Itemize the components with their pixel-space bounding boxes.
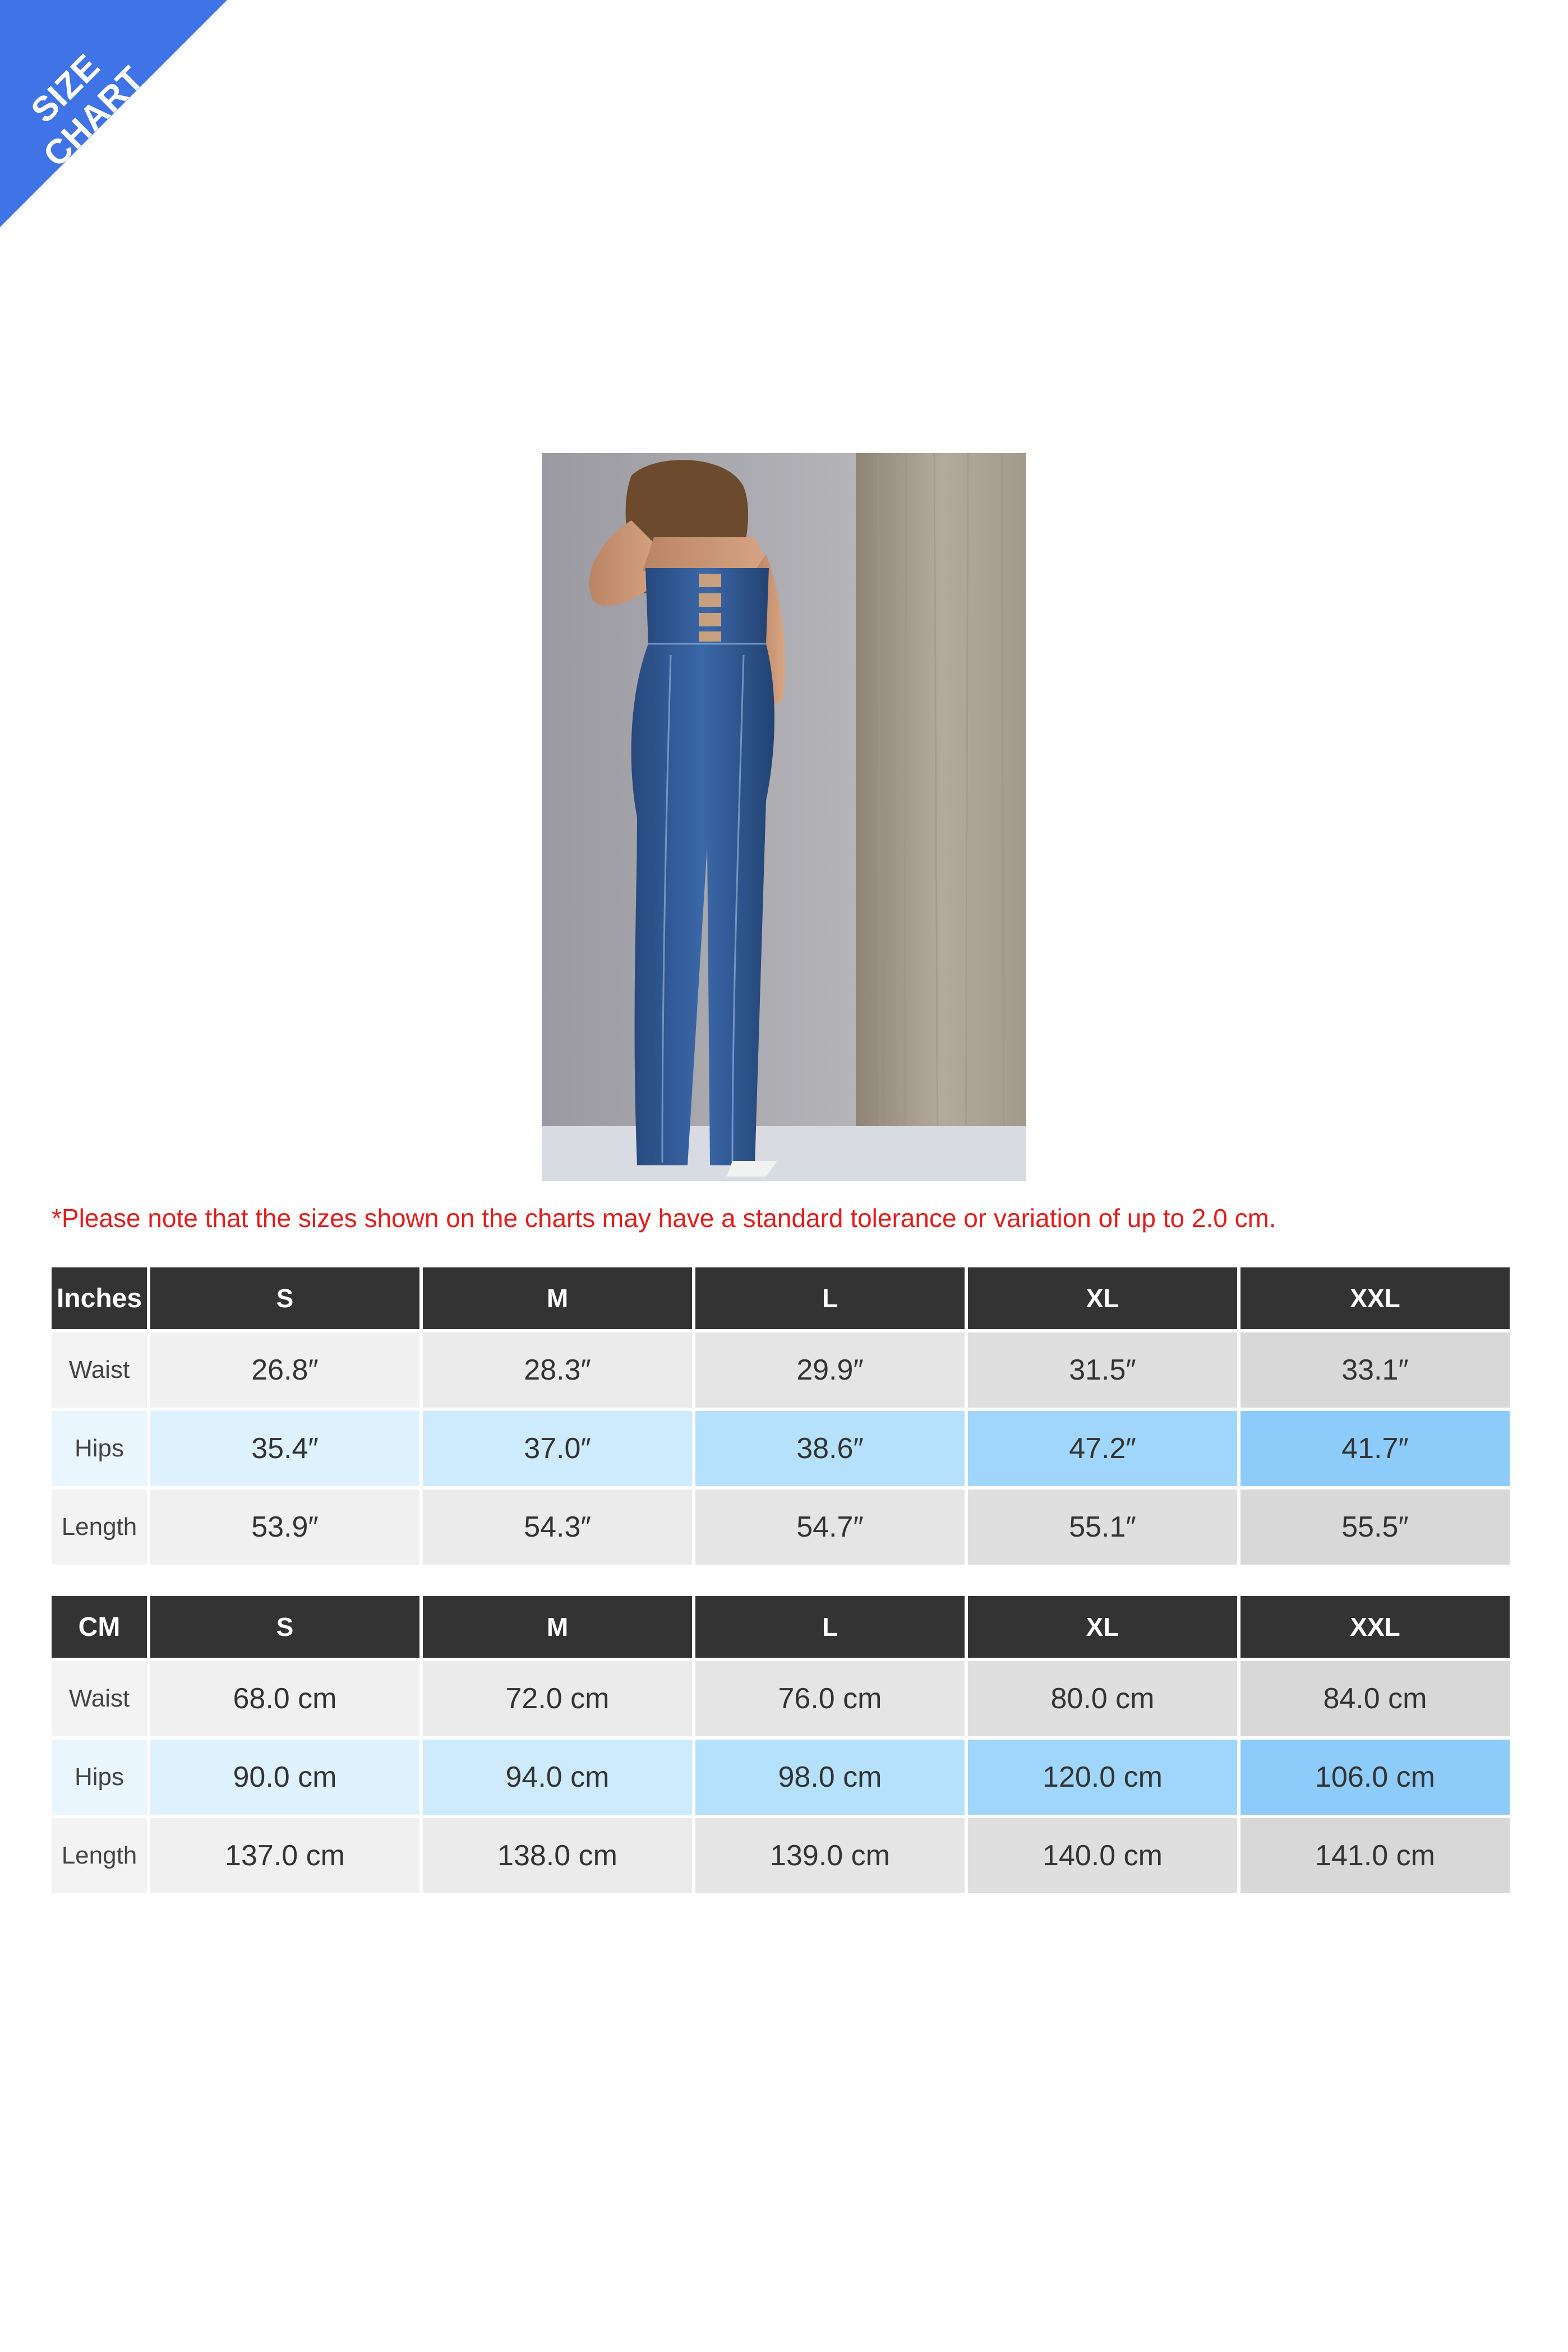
table-cell: 84.0 cm: [1240, 1661, 1510, 1736]
table-cell: 94.0 cm: [423, 1740, 692, 1815]
table-cell: 55.1″: [968, 1489, 1237, 1565]
table-cell: 38.6″: [695, 1411, 965, 1486]
inches-size-table: [48, 1264, 1513, 1568]
row-label: Waist: [52, 1661, 147, 1736]
table-cell: 138.0 cm: [423, 1818, 692, 1893]
unit-header: Inches: [52, 1267, 147, 1329]
table-header-row: [52, 1267, 1510, 1329]
row-label: Hips: [52, 1411, 147, 1486]
table-cell: 26.8″: [150, 1332, 419, 1408]
table-cell: 80.0 cm: [968, 1661, 1237, 1736]
table-cell: 35.4″: [150, 1411, 419, 1486]
cm-size-table: [48, 1593, 1513, 1897]
table-cell: 140.0 cm: [968, 1818, 1237, 1893]
table-cell: 98.0 cm: [695, 1740, 965, 1815]
table-row: [52, 1661, 1510, 1736]
table-header-row: [52, 1596, 1510, 1658]
table-cell: 47.2″: [968, 1411, 1237, 1486]
table-cell: 33.1″: [1240, 1332, 1510, 1408]
tolerance-note: *Please note that the sizes shown on the charts may have a standard tolerance or variation of up to 2.0 cm.: [52, 1203, 1276, 1233]
table-row: [52, 1489, 1510, 1565]
size-header: XL: [968, 1267, 1237, 1329]
table-cell: 54.3″: [423, 1489, 692, 1565]
table-cell: 120.0 cm: [968, 1740, 1237, 1815]
table-cell: 68.0 cm: [150, 1661, 419, 1736]
table-cell: 55.5″: [1240, 1489, 1510, 1565]
table-cell: 31.5″: [968, 1332, 1237, 1408]
table-cell: 54.7″: [695, 1489, 965, 1565]
table-cell: 90.0 cm: [150, 1740, 419, 1815]
table-row: [52, 1411, 1510, 1486]
row-label: Waist: [52, 1332, 147, 1408]
table-cell: 72.0 cm: [423, 1661, 692, 1736]
table-row: [52, 1332, 1510, 1408]
table-cell: 106.0 cm: [1240, 1740, 1510, 1815]
row-label: Length: [52, 1489, 147, 1565]
table-cell: 76.0 cm: [695, 1661, 965, 1736]
table-cell: 137.0 cm: [150, 1818, 419, 1893]
size-header: M: [423, 1267, 692, 1329]
unit-header: CM: [52, 1596, 147, 1658]
row-label: Length: [52, 1818, 147, 1893]
table-cell: 28.3″: [423, 1332, 692, 1408]
table-cell: 37.0″: [423, 1411, 692, 1486]
size-header: XXL: [1240, 1596, 1510, 1658]
table-cell: 141.0 cm: [1240, 1818, 1510, 1893]
product-photo: [542, 453, 1026, 1181]
table-row: [52, 1818, 1510, 1893]
ribbon-label: SIZE CHART: [24, 47, 151, 174]
size-header: XL: [968, 1596, 1237, 1658]
table-cell: 53.9″: [150, 1489, 419, 1565]
table-cell: 29.9″: [695, 1332, 965, 1408]
table-cell: 41.7″: [1240, 1411, 1510, 1486]
size-header: M: [423, 1596, 692, 1658]
table-row: [52, 1740, 1510, 1815]
size-header: L: [695, 1267, 965, 1329]
table-cell: 139.0 cm: [695, 1818, 965, 1893]
size-header: L: [695, 1596, 965, 1658]
size-header: XXL: [1240, 1267, 1510, 1329]
size-header: S: [150, 1596, 419, 1658]
size-header: S: [150, 1267, 419, 1329]
size-chart-ribbon: [0, 0, 230, 230]
row-label: Hips: [52, 1740, 147, 1815]
